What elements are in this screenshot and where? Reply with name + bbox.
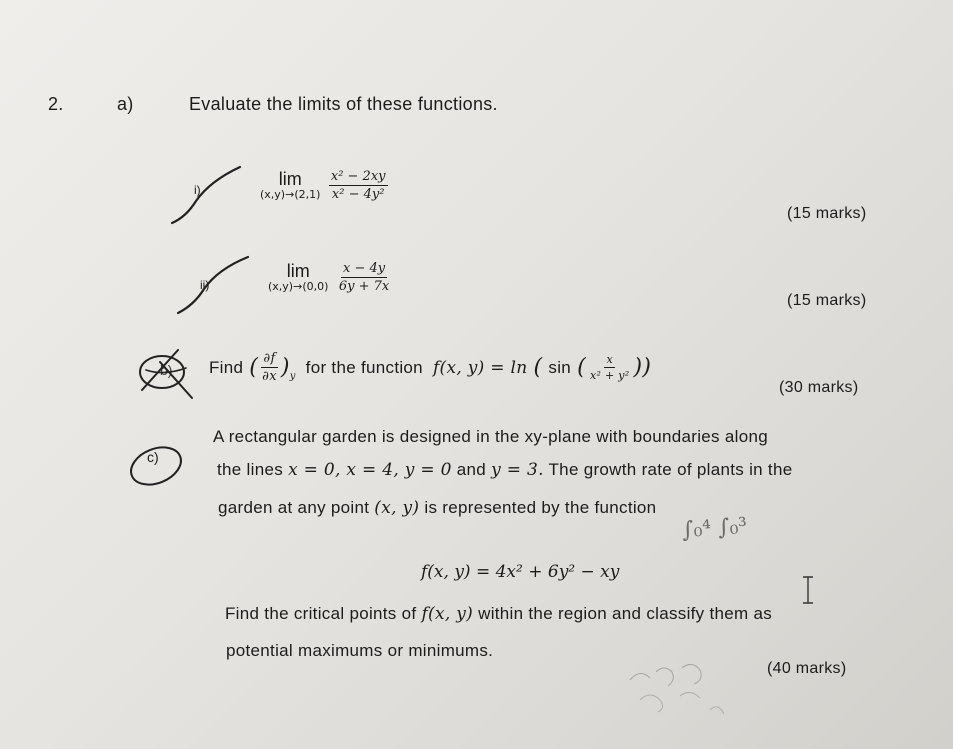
handwritten-integral-note: ∫₀⁴ ∫₀³ xyxy=(681,513,748,544)
part-b-sin: sin xyxy=(548,357,572,377)
inner-numerator: x xyxy=(606,353,613,366)
part-c-line-5: potential maximums or minimums. xyxy=(226,641,494,660)
partial-subscript: y xyxy=(289,371,296,382)
limit-ii-label: ii) xyxy=(200,278,210,292)
part-a-label: a) xyxy=(117,94,134,114)
limit-i-denominator: x² − 4y² xyxy=(331,187,385,202)
part-c-boundaries: x = 0, x = 4, y = 0 xyxy=(288,460,452,480)
pencil-scribble-icon xyxy=(620,650,740,730)
part-b-function-lhs: f(x, y) = ln xyxy=(432,357,528,378)
limit-ii-denominator: 6y + 7x xyxy=(338,279,390,294)
inner-denominator: x² + y² xyxy=(589,369,630,382)
part-b-label: b) xyxy=(160,362,173,378)
limit-ii-lim: lim xyxy=(286,261,310,282)
part-a-instruction: Evaluate the limits of these functions. xyxy=(189,94,498,114)
part-c-point: (x, y) xyxy=(374,498,420,518)
part-c-and: and xyxy=(456,460,487,479)
part-c-function: f(x, y) = 4x² + 6y² − xy xyxy=(421,562,620,582)
part-c-line-3 xyxy=(218,498,656,518)
part-c-line-3-start: garden at any point xyxy=(218,498,370,517)
part-c-line-3-end: is represented by the function xyxy=(424,498,657,517)
text-cursor-icon xyxy=(800,575,816,605)
part-c-line-2-end: The growth rate of plants in the xyxy=(548,460,793,479)
part-c-line-2-start: the lines xyxy=(217,460,284,479)
part-c-marks: (40 marks) xyxy=(767,660,847,677)
limit-i-approach: (x,y)→(2,1) xyxy=(260,188,321,202)
part-c-boundary-y: y = 3. xyxy=(491,460,544,480)
part-b-for-text: for the function xyxy=(305,357,423,377)
part-c-line-1: A rectangular garden is designed in the xy-plane with boundaries along xyxy=(213,427,768,446)
limit-i-lim: lim xyxy=(278,169,302,190)
partial-numerator: ∂f xyxy=(263,351,276,366)
part-c-line-4-end: within the region and classify them as xyxy=(478,604,773,623)
part-b-marks: (30 marks) xyxy=(779,379,859,396)
limit-i-numerator: x² − 2xy xyxy=(330,169,386,184)
part-b-find: Find xyxy=(209,357,244,377)
tick-mark-i-icon xyxy=(166,163,246,229)
part-c-label: c) xyxy=(147,449,159,465)
limit-i-label: i) xyxy=(194,183,201,197)
limit-ii-expression xyxy=(268,262,391,293)
part-b-statement: Find ( $\frac{\partial f}{\partial x}$ ) y for the function f(x, y) = ln ( sin ( $\frac{x}{\text{x² + y²}}$ )) xyxy=(209,351,652,384)
limit-ii-marks: (15 marks) xyxy=(787,292,867,309)
partial-denominator: ∂x xyxy=(262,369,277,384)
part-c-line-2 xyxy=(217,460,792,480)
limit-ii-numerator: x − 4y xyxy=(342,261,386,276)
question-number: 2. xyxy=(48,94,64,114)
tick-mark-ii-icon xyxy=(172,253,252,319)
part-c-line-4-start: Find the critical points of xyxy=(225,604,417,623)
limit-i-marks: (15 marks) xyxy=(787,205,867,222)
limit-i-expression xyxy=(260,170,388,201)
part-c-fxy: f(x, y) xyxy=(421,604,474,624)
limit-ii-approach: (x,y)→(0,0) xyxy=(268,280,329,294)
part-c-line-4 xyxy=(225,604,772,624)
